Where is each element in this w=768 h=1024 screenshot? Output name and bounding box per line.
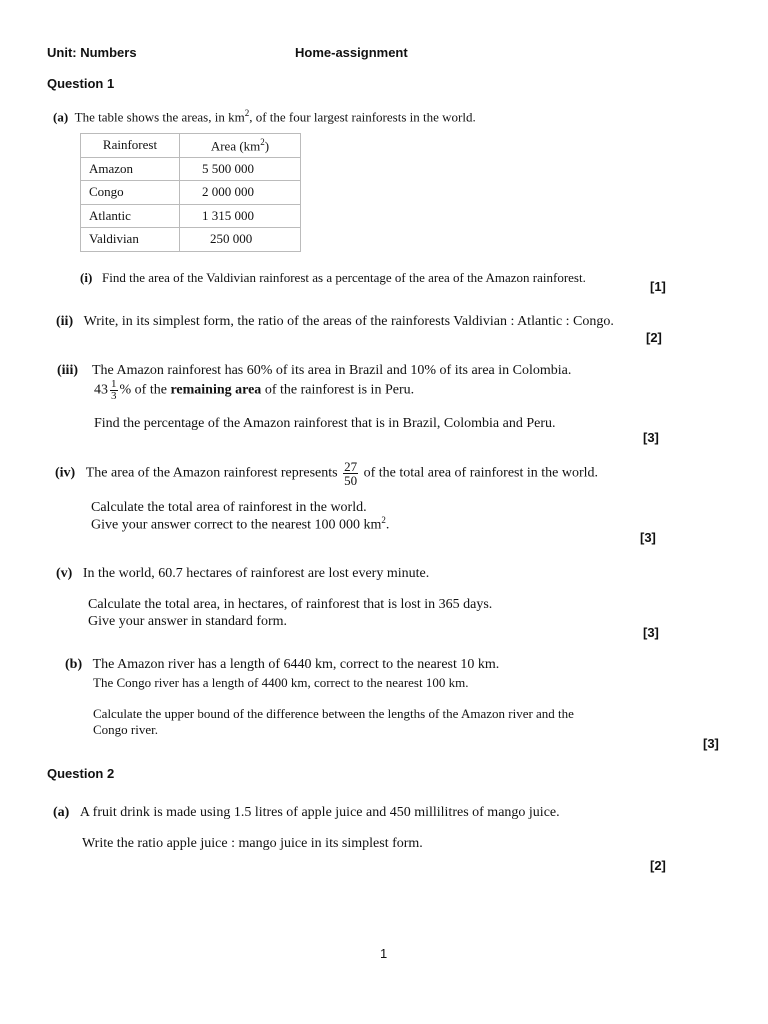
table-row [81,228,301,252]
page-number: 1 [380,946,388,961]
q1a-iii-line2: 43 $\frac{1}{3}$ % of the remaining area of the rainforest is in Peru. [94,378,415,402]
table-row [81,157,301,181]
table-cell-area: 2 000 000 [180,181,301,205]
q1b-line3: Calculate the upper bound of the difference between the lengths of the Amazon river and the [93,706,574,721]
q1a-iv-line1: (iv) The area of the Amazon rainforest represents $\frac{27}{50}$ of the total area of rainforest in the world. [55,459,599,488]
q1a-iii-line3: Find the percentage of the Amazon rainforest that is in Brazil, Colombia and Peru. [94,416,556,431]
assignment-title: Home-assignment [295,45,408,60]
q1a-i: (i) Find the area of the Valdivian rainforest as a percentage of the area of the Amazon rainforest. [80,270,586,285]
table-cell-name: Congo [81,181,180,205]
q1b-line2: The Congo river has a length of 4400 km, correct to the nearest 100 km. [93,675,469,690]
q1b-line4: Congo river. [93,722,158,737]
q1a-iii-line1: (iii) The Amazon rainforest has 60% of its area in Brazil and 10% of its area in Colombia. [57,363,572,378]
q2a-line1: (a) A fruit drink is made using 1.5 litres of apple juice and 450 millilitres of mango juice. [53,805,560,820]
q1a-intro: (a) The table shows the areas, in $km^2$, of the four largest rainforests in the world. [53,108,476,125]
q1a-v-line2: Calculate the total area, in hectares, of rainforest that is lost in 365 days. [88,597,493,612]
q2a-line2: Write the ratio apple juice : mango juice in its simplest form. [82,836,423,851]
q1b-line1: (b) The Amazon river has a length of 6440 km, correct to the nearest 10 km. [65,657,500,672]
table-header-row [81,134,301,158]
fraction-one-third: $\frac{1}{3}$ [111,378,117,402]
question-2-title: Question 2 [47,766,115,781]
marks-q1a-i: [1] [650,279,666,294]
q1a-iv-line3: Give your answer correct to the nearest 100 000 $km^2$. [91,515,390,533]
table-cell-area: 5 500 000 [180,157,301,181]
q1a-v-line1: (v) In the world, 60.7 hectares of rainforest are lost every minute. [56,566,430,581]
unit-title: Unit: Numbers [47,45,137,60]
marks-q1a-ii: [2] [646,330,662,345]
table-cell-name: Amazon [81,157,180,181]
q1a-v-line3: Give your answer in standard form. [88,614,288,629]
q1a-ii: (ii) Write, in its simplest form, the ratio of the areas of the rainforests Valdivian : Atlantic : Congo. [56,314,614,329]
marks-q1a-v: [3] [643,625,659,640]
marks-q1b: [3] [703,736,719,751]
question-1-title: Question 1 [47,76,115,91]
marks-q1a-iv: [3] [640,530,656,545]
marks-q2a: [2] [650,858,666,873]
table-cell-area: 250 000 [180,228,301,252]
fraction-27-50: $\frac{27}{50}$ [344,459,358,488]
table-cell-name: Atlantic [81,204,180,228]
table-header-area: Area $(km^2)$ [180,134,301,158]
q1a-label: (a) [53,109,69,125]
q1a-iv-line2: Calculate the total area of rainforest in the world. [91,500,367,515]
table-cell-name: Valdivian [81,228,180,252]
table-row [81,204,301,228]
rainforest-table [80,133,301,252]
table-row [81,181,301,205]
marks-q1a-iii: [3] [643,430,659,445]
table-cell-area: 1 315 000 [180,204,301,228]
table-header-rainforest: Rainforest [81,134,180,158]
